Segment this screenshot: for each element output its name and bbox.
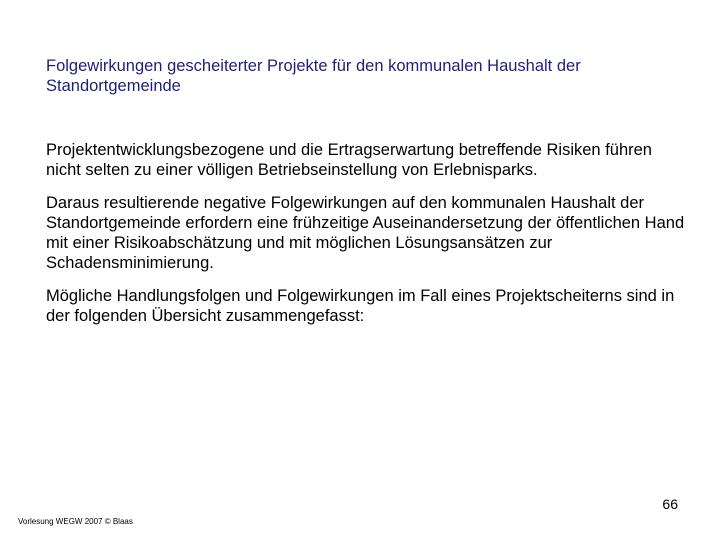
body-paragraph: Projektentwicklungsbezogene und die Ertragserwartung betreffende Risiken führen nicht selten zu einer völligen Betriebseinstellung von Erlebnisparks. [46, 141, 652, 179]
slide-title: Folgewirkungen gescheiterter Projekte für den kommunalen Haushalt der Standortgemeinde [46, 57, 581, 95]
page-number: 66 [662, 496, 678, 512]
slide-body [46, 140, 686, 339]
body-paragraph: Daraus resultierende negative Folgewirkungen auf den kommunalen Haushalt der Standortgemeinde erfordern eine frühzeitige Auseinandersetzung der öffentlichen Hand mit einer Risikoabschätzung und mit möglichen Lösungsansätzen zur Schadensminimierung. [46, 194, 685, 272]
body-paragraph: Mögliche Handlungsfolgen und Folgewirkungen im Fall eines Projektscheiterns sind in der folgenden Übersicht zusammengefasst: [46, 287, 675, 325]
footer-credit: Vorlesung WEGW 2007 © Blaas [18, 517, 133, 526]
